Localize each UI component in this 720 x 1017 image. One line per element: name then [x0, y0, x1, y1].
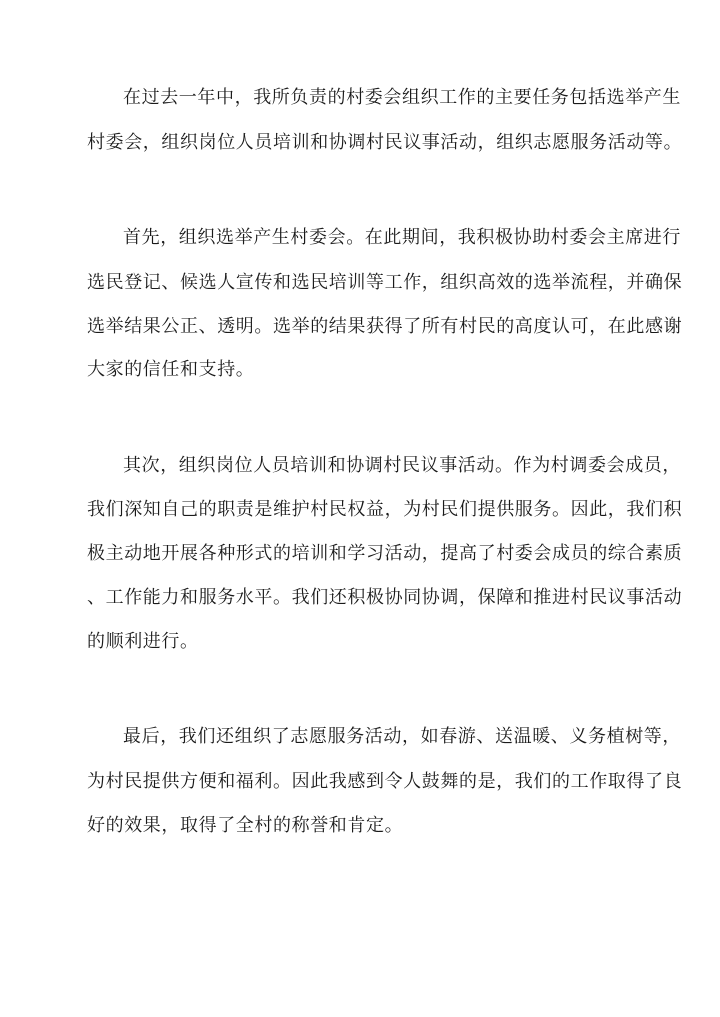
- paragraph-line: 为村民提供方便和福利。因此我感到令人鼓舞的是，我们的工作取得了良: [87, 771, 683, 792]
- paragraph-line: 选举结果公正、透明。选举的结果获得了所有村民的高度认可，在此感谢: [87, 316, 683, 337]
- paragraph-line: 我们深知自己的职责是维护村民权益，为村民们提供服务。因此，我们积: [87, 499, 683, 520]
- paragraph-line: 其次，组织岗位人员培训和协调村民议事活动。作为村调委会成员，: [123, 455, 681, 476]
- paragraph-line: 极主动地开展各种形式的培训和学习活动，提高了村委会成员的综合素质: [87, 543, 683, 564]
- paragraph-line: 大家的信任和支持。: [87, 359, 255, 380]
- paragraph-line: 、工作能力和服务水平。我们还积极协同协调，保障和推进村民议事活动: [87, 587, 683, 608]
- paragraph-line: 的顺利进行。: [87, 631, 199, 652]
- paragraph-line: 好的效果，取得了全村的称誉和肯定。: [87, 815, 404, 836]
- paragraph-line: 首先，组织选举产生村委会。在此期间，我积极协助村委会主席进行: [123, 227, 681, 248]
- paragraph-line: 村委会，组织岗位人员培训和协调村民议事活动，组织志愿服务活动等。: [87, 132, 683, 153]
- paragraph-line: 选民登记、候选人宣传和选民培训等工作，组织高效的选举流程，并确保: [87, 272, 683, 293]
- paragraph-line: 最后，我们还组织了志愿服务活动，如春游、送温暖、义务植树等，: [123, 726, 681, 747]
- paragraph-line: 在过去一年中，我所负责的村委会组织工作的主要任务包括选举产生: [123, 87, 681, 108]
